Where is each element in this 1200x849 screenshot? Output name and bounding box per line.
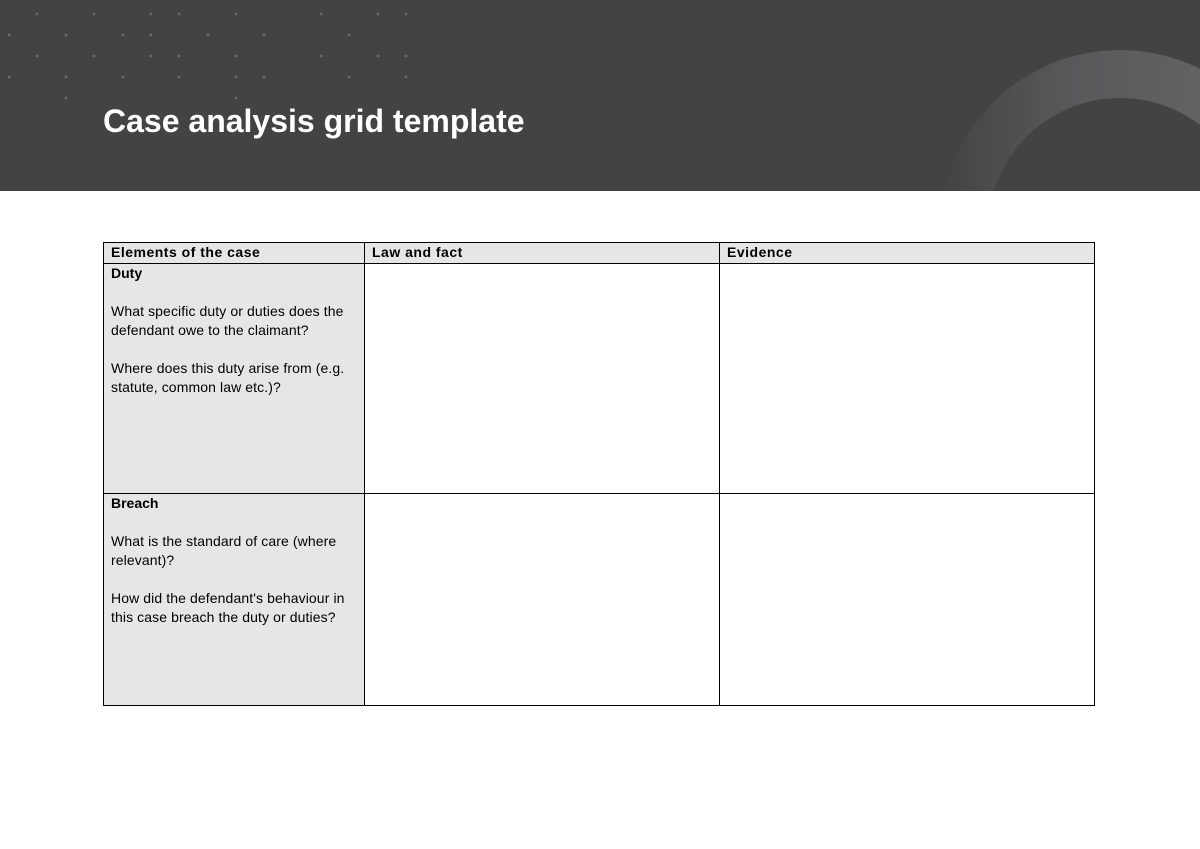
element-question: What specific duty or duties does the defendant owe to the claimant?	[111, 303, 344, 338]
evidence-cell-breach[interactable]	[720, 494, 1095, 706]
element-question: How did the defendant's behaviour in this case breach the duty or duties?	[111, 590, 345, 625]
element-heading-duty: Duty	[111, 265, 143, 281]
element-question: What is the standard of care (where relevant)?	[111, 533, 337, 568]
table-row-duty	[104, 264, 1095, 494]
arc-decoration	[940, 50, 1200, 191]
element-cell-breach	[104, 494, 365, 706]
column-header-evidence: Evidence	[720, 243, 1095, 264]
element-question: Where does this duty arise from (e.g. statute, common law etc.)?	[111, 360, 345, 395]
evidence-cell-duty[interactable]	[720, 264, 1095, 494]
law-and-fact-cell-duty[interactable]	[365, 264, 720, 494]
law-and-fact-cell-breach[interactable]	[365, 494, 720, 706]
element-heading-breach: Breach	[111, 495, 159, 511]
column-header-law-and-fact: Law and fact	[365, 243, 720, 264]
case-analysis-grid	[103, 242, 1095, 706]
element-cell-duty	[104, 264, 365, 494]
header-banner	[0, 0, 1200, 191]
column-header-elements: Elements of the case	[104, 243, 365, 264]
page-title: Case analysis grid template	[103, 103, 525, 139]
table-row-breach	[104, 494, 1095, 706]
dot-pattern-decoration	[0, 0, 430, 110]
table-header-row	[104, 243, 1095, 264]
